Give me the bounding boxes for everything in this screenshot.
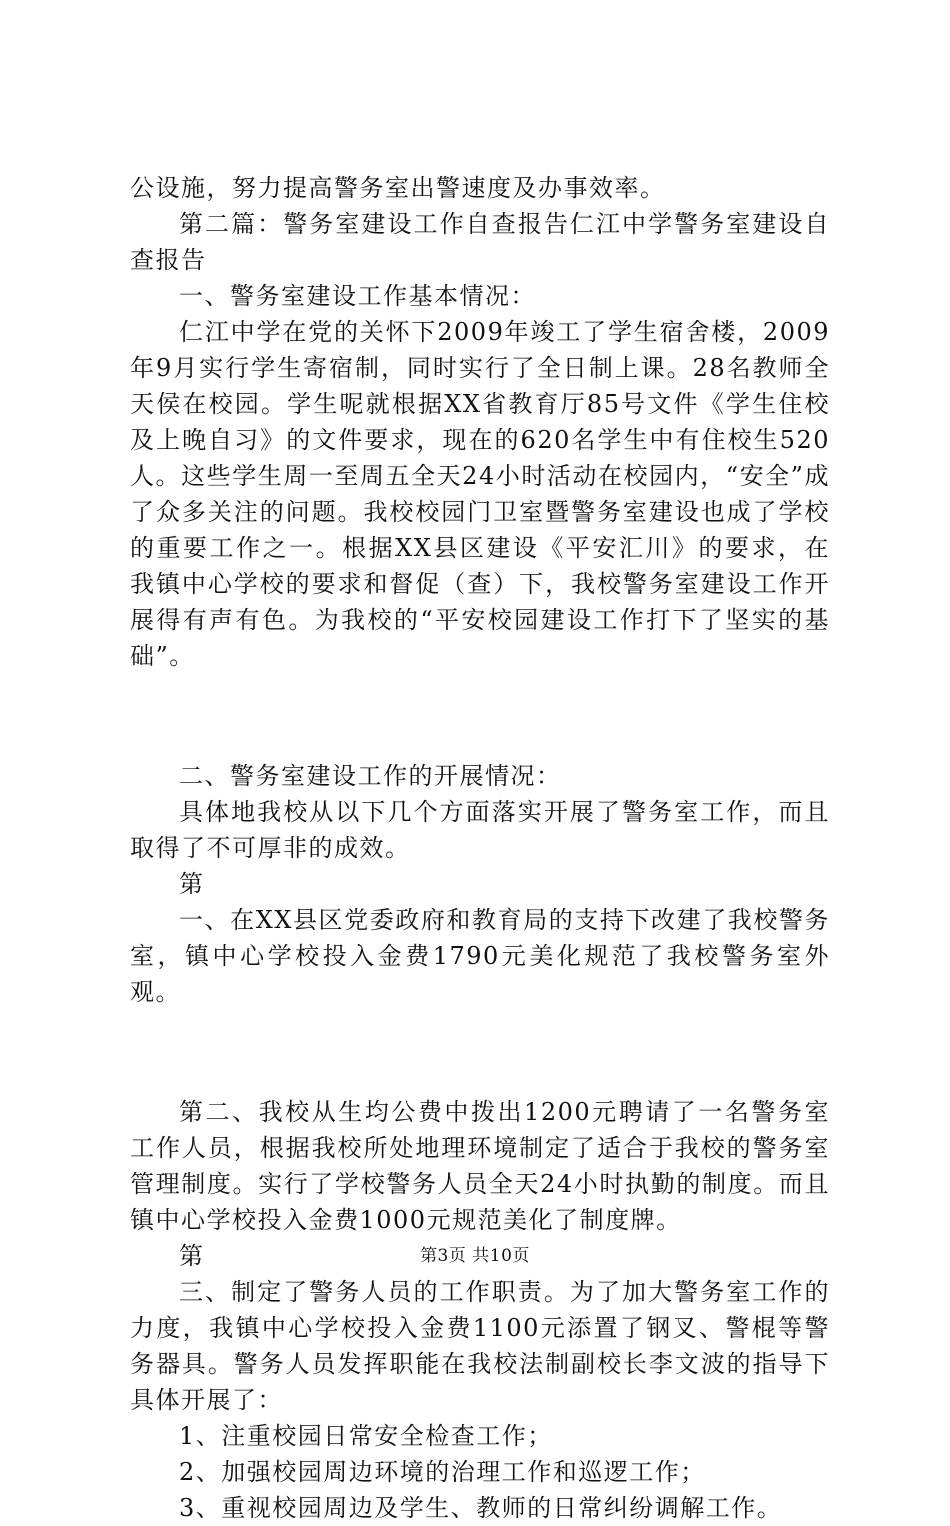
body-paragraph: 二、警务室建设工作的开展情况： xyxy=(179,762,562,790)
page-footer: 第3页 共10页 xyxy=(420,1246,530,1266)
paragraph-gap xyxy=(130,1034,830,1070)
body-paragraph: 公设施，努力提高警务室出警速度及办事效率。 xyxy=(130,174,666,202)
body-paragraph: 2、加强校园周边环境的治理工作和巡逻工作； xyxy=(179,1458,706,1486)
body-paragraph: 第二篇：警务室建设工作自查报告仁江中学警务室建设自查报告 xyxy=(130,210,830,274)
body-paragraph: 第 xyxy=(179,1242,205,1270)
body-paragraph: 仁江中学在党的关怀下2009年竣工了学生宿舍楼，2009年9月实行学生寄宿制，同时实行了全日制上课。28名教师全天侯在校园。学生呢就根据XX省教育厅85号文件《学生住校及上晚自习》的文件要求，现在的620名学生中有住校生520人。这些学生周一至周五全天24小时活动在校园内，“安全”成了众多关注的问题。我校校园门卫室暨警务室建设也成了学校的重要工作之一。根据XX县区建设《平安汇川》的要求，在我镇中心学校的要求和督促（查）下，我校警务室建设工作开展得有声有色。为我校的“平安校园建设工作打下了坚实的基础”。 xyxy=(130,318,830,670)
document-body xyxy=(130,170,830,1526)
paragraph-gap xyxy=(130,698,830,734)
body-paragraph: 一、警务室建设工作基本情况： xyxy=(179,282,536,310)
body-paragraph: 具体地我校从以下几个方面落实开展了警务室工作，而且取得了不可厚非的成效。 xyxy=(130,798,830,862)
body-paragraph: 第二、我校从生均公费中拨出1200元聘请了一名警务室工作人员，根据我校所处地理环境制定了适合于我校的警务室管理制度。实行了学校警务人员全天24小时执勤的制度。而且镇中心学校投入金费1000元规范美化了制度牌。 xyxy=(130,1098,830,1234)
body-paragraph: 第 xyxy=(179,870,205,898)
body-paragraph: 3、重视校园周边及学生、教师的日常纠纷调解工作。 xyxy=(179,1494,783,1522)
body-paragraph: 三、制定了警务人员的工作职责。为了加大警务室工作的力度，我镇中心学校投入金费1100元添置了钢叉、警棍等警务器具。警务人员发挥职能在我校法制副校长李文波的指导下具体开展了： xyxy=(130,1278,830,1414)
body-paragraph: 一、在XX县区党委政府和教育局的支持下改建了我校警务室，镇中心学校投入金费1790元美化规范了我校警务室外观。 xyxy=(130,906,830,1006)
body-paragraph: 1、注重校园日常安全检查工作； xyxy=(179,1422,553,1450)
